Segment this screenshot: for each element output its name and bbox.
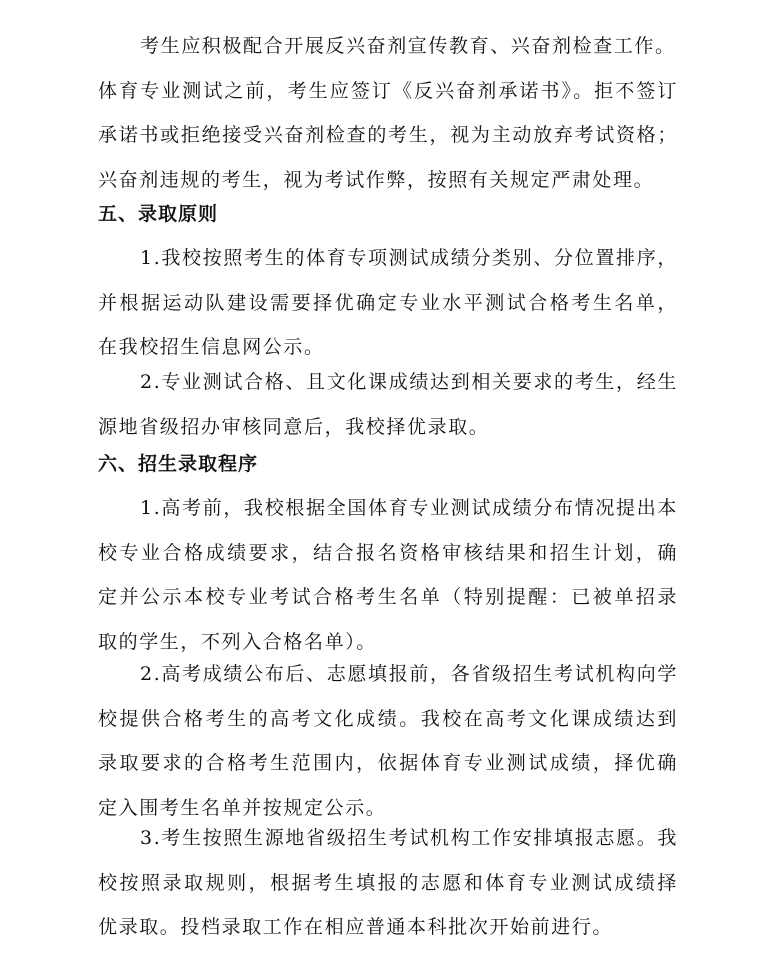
text-line: 承诺书或拒绝接受兴奋剂检查的考生，视为主动放弃考试资格； xyxy=(98,124,678,147)
text-line: 校按照录取规则，根据考生填报的志愿和体育专业测试成绩择 xyxy=(98,871,678,894)
text-line: 1.高考前，我校根据全国体育专业测试成绩分布情况提出本 xyxy=(140,497,678,519)
paragraph-procedure-3 xyxy=(98,816,678,950)
section-heading-admission-procedure: 六、招生录取程序 xyxy=(98,453,259,475)
text-line: 1.我校按照考生的体育专项测试成绩分类别、分位置排序， xyxy=(140,247,678,269)
text-line: 定并公示本校专业考试合格考生名单（特别提醒：已被单招录 xyxy=(98,586,678,609)
text-line: 定入围考生名单并按规定公示。 xyxy=(98,796,387,819)
text-line: 2.高考成绩公布后、志愿填报前，各省级招生考试机构向学 xyxy=(140,663,678,685)
paragraph-principle-2 xyxy=(98,360,678,449)
text-line: 2.专业测试合格、且文化课成绩达到相关要求的考生，经生 xyxy=(140,371,678,393)
text-line: 在我校招生信息网公示。 xyxy=(98,336,325,359)
text-line: 录取要求的合格考生范围内，依据体育专业测试成绩，择优确 xyxy=(98,752,678,775)
paragraph-principle-1 xyxy=(98,236,678,370)
paragraph-procedure-1 xyxy=(98,486,678,664)
text-line: 兴奋剂违规的考生，视为考试作弊，按照有关规定严肃处理。 xyxy=(98,168,655,191)
text-line: 取的学生，不列入合格名单）。 xyxy=(98,630,377,653)
text-line: 校提供合格考生的高考文化成绩。我校在高考文化课成绩达到 xyxy=(98,707,678,730)
text-line: 源地省级招办审核同意后，我校择优录取。 xyxy=(98,415,490,438)
paragraph-procedure-2 xyxy=(98,652,678,830)
text-line: 并根据运动队建设需要择优确定专业水平测试合格考生名单， xyxy=(98,291,678,314)
section-heading-admission-principles: 五、录取原则 xyxy=(98,203,219,225)
paragraph-anti-doping xyxy=(98,24,678,202)
text-line: 优录取。投档录取工作在相应普通本科批次开始前进行。 xyxy=(98,916,614,939)
document-page xyxy=(98,0,678,968)
text-line: 校专业合格成绩要求，结合报名资格审核结果和招生计划，确 xyxy=(98,541,678,564)
text-line: 3.考生按照生源地省级招生考试机构工作安排填报志愿。我 xyxy=(140,827,678,849)
text-line: 体育专业测试之前，考生应签订《反兴奋剂承诺书》。拒不签订 xyxy=(98,79,678,102)
text-line: 考生应积极配合开展反兴奋剂宣传教育、兴奋剂检查工作。 xyxy=(140,35,676,57)
